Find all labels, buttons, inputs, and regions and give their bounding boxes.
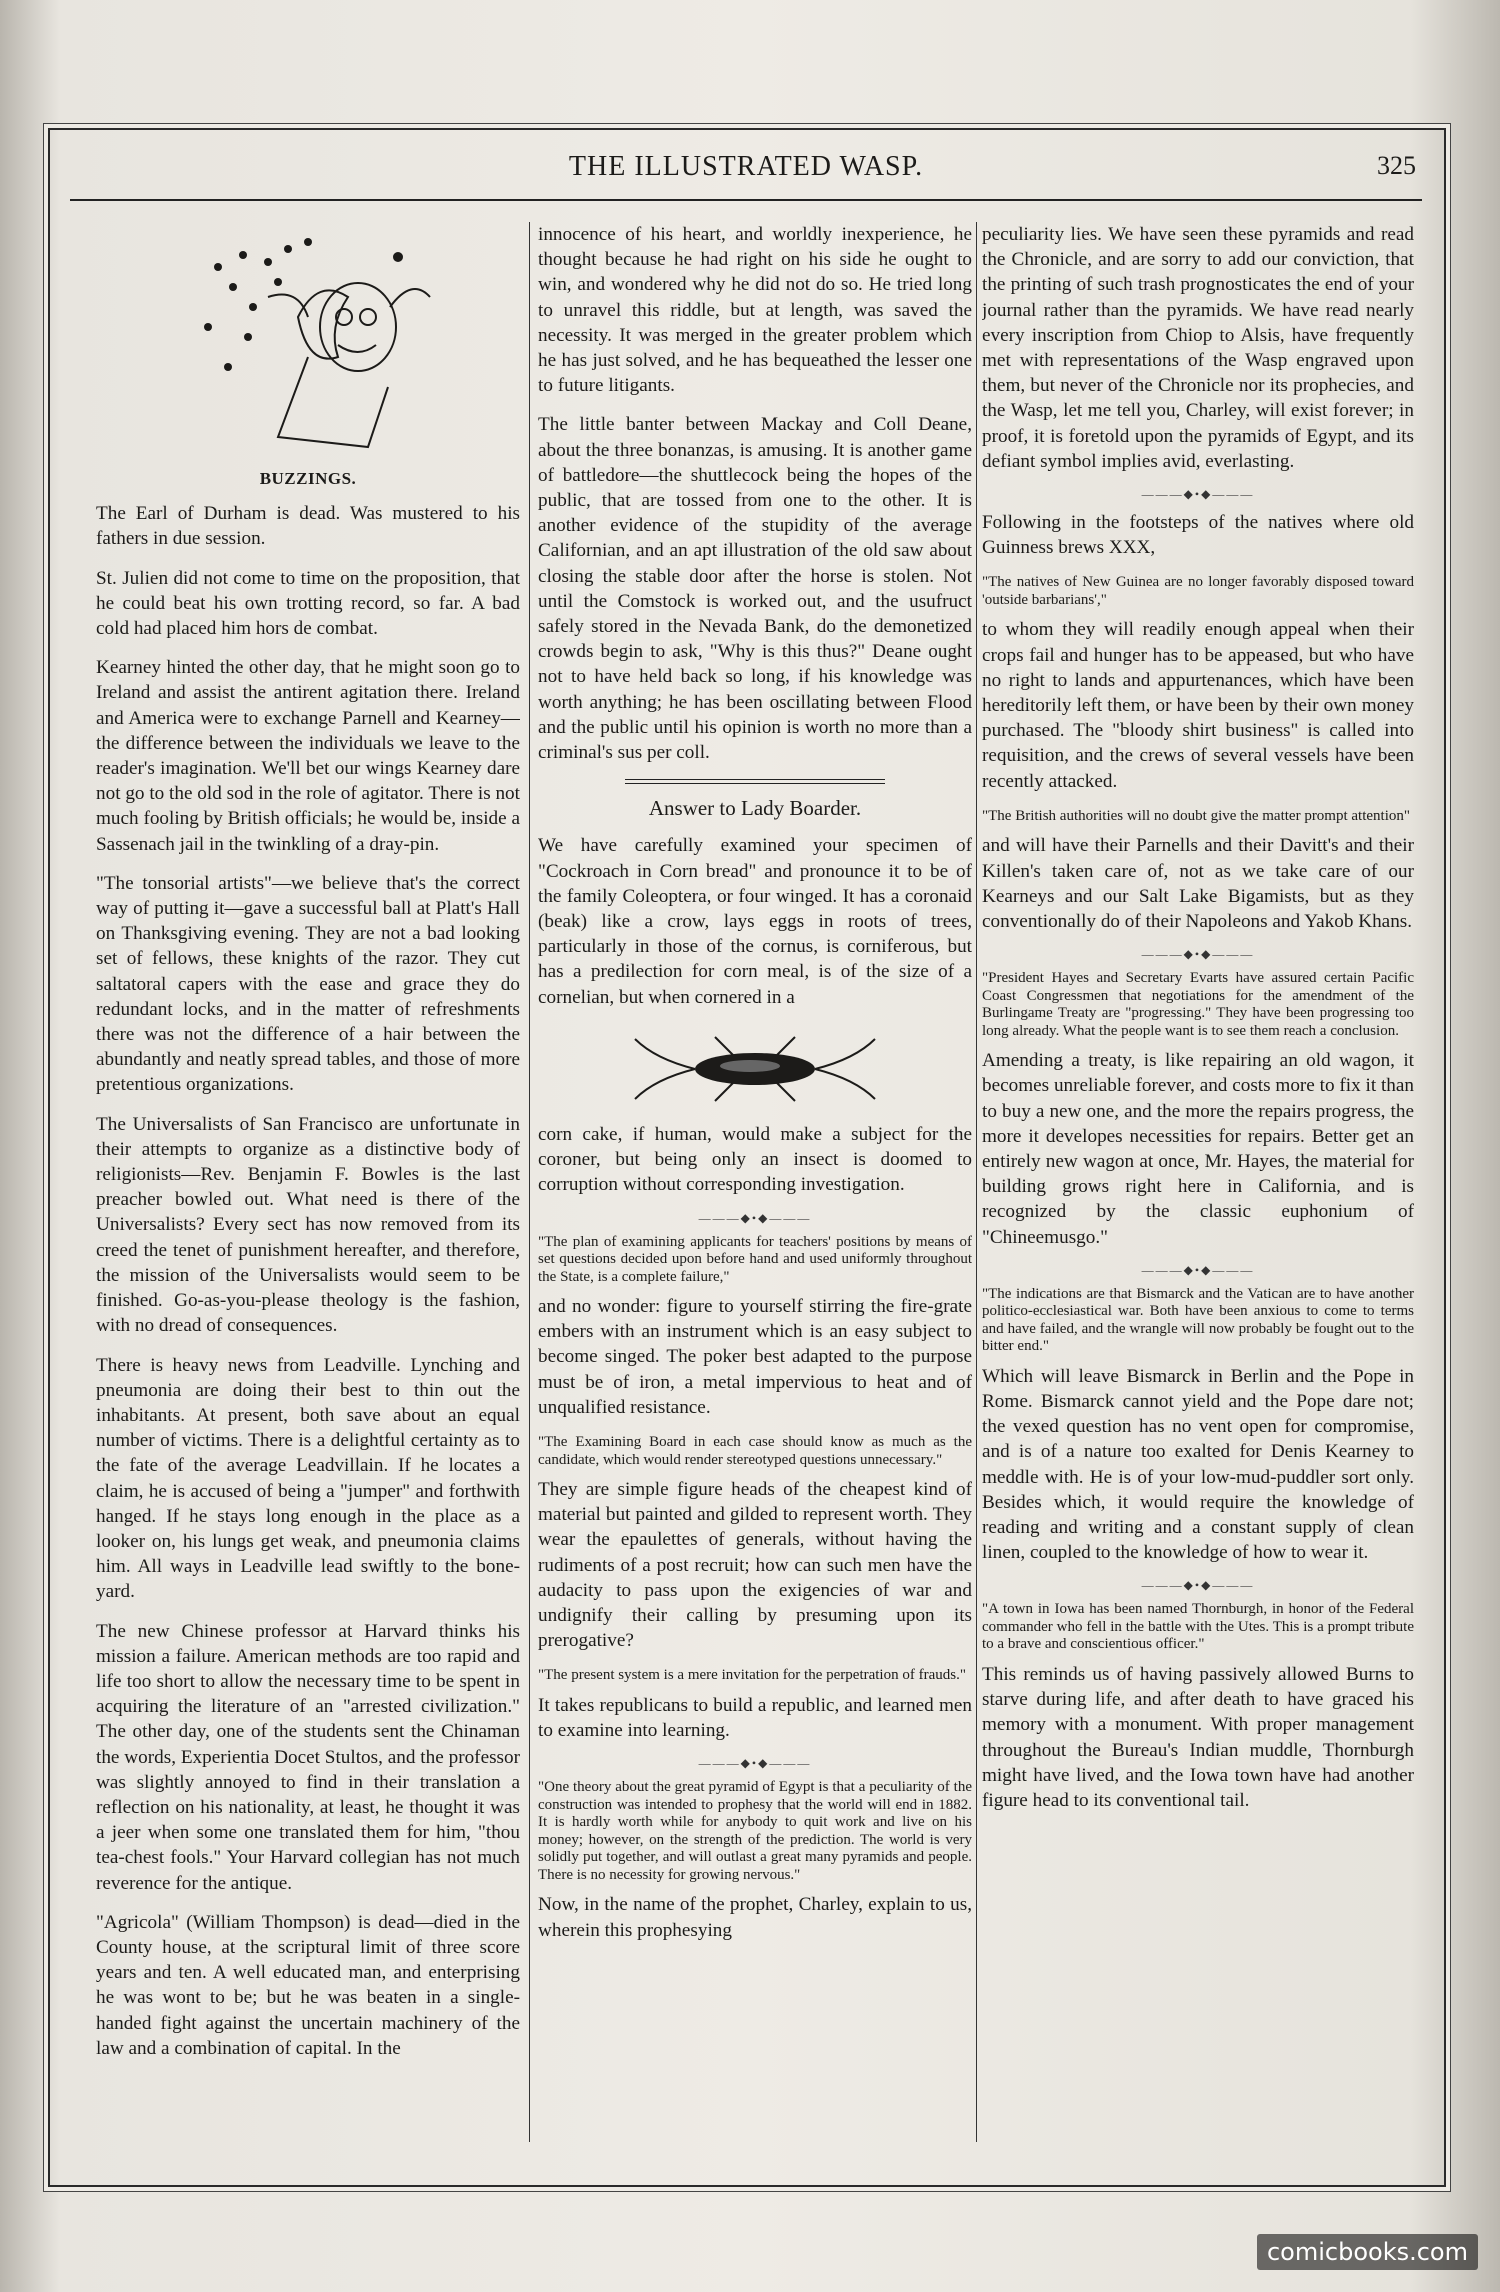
quotation: "The plan of examining applicants for teachers' positions by means of set questions decided upon before hand and used uniformly throughout the State, is a complete failure,"	[538, 1233, 972, 1285]
paragraph: They are simple figure heads of the cheapest kind of material but painted and gilded to represent worth. They wear the epaulettes of generals, without having the rudiments of a post recruit; how can such men have the audacity to pass upon the exigencies of war and undignify their calling by presuming upon its prerogative?	[538, 1479, 972, 1652]
paragraph: peculiarity lies. We have seen these pyramids and read the Chronicle, and are sorry to add our conviction, that the printing of such trash prognosticates the end of your journal rather than the pyramids. We have read nearly every inscription from Chiop to Alsis, have frequently met with representations of the Wasp engraved upon them, but never of the Chronicle nor its prophecies, and the Wasp, let me tell you, Charley, will exist forever; in proof, it is foretold upon the pyramids of Egypt, and its defiant symbol implies avid, everlasting.	[982, 224, 1414, 472]
paragraph: innocence of his heart, and worldly inexperience, he thought because he had right on his side he ought to win, and wondered why he did not do so. He tried long to unravel this riddle, but at length, was saved the necessity. It was merged in the greater problem which he has just solved, and he has bequeathed the lesser one to future litigants.	[538, 224, 972, 397]
column-2	[538, 222, 972, 2142]
ornamental-rule: ———◆•◆———	[1141, 487, 1255, 502]
paragraph: Amending a treaty, is like repairing an old wagon, it becomes unreliable forever, and costs more to fix it than to buy a new one, and the more the repairs progress, the more it developes necessities for repairs. Better get an entirely new wagon at once, Mr. Hayes, the material for building grows right here in California, and is recognized by the classic euphonium of "Chineemusgo."	[982, 1050, 1414, 1248]
paragraph: Kearney hinted the other day, that he might soon go to Ireland and assist the antirent agitation there. Ireland and America were to exchange Parnell and Kearney—the difference between the individuals we leave to the reader's imagination. We'll bet our wings Kearney dare not go to the old sod in the role of agitator. There is not much fooling by British officials; he would be, inside a Sassenach jail in the twinkling of a dray-pin.	[96, 657, 520, 855]
wasp-caricature-icon	[158, 227, 458, 457]
paragraph: corn cake, if human, would make a subject for the coroner, but being only an insect is doomed to corruption without corresponding investigation.	[538, 1123, 972, 1196]
quotation: "The indications are that Bismarck and the Vatican are to have another politico-ecclesiastical war. Both have been anxious to come to terms and have failed, and the wrangle will now probably be fought out to the bitter end."	[982, 1285, 1414, 1355]
answer-heading: Answer to Lady Boarder.	[648, 796, 862, 821]
buzzings-illustration	[96, 222, 520, 462]
paragraph: Following in the footsteps of the natives where old Guinness brews XXX,	[982, 512, 1414, 559]
paragraph: The new Chinese professor at Harvard thinks his mission a failure. American methods are too rapid and life too short to allow the necessary time to be spent in acquiring the literature of an "arrested civilization." The other day, one of the students sent the Chinaman the words, Experientia Docet Stultos, and the professor was slightly annoyed to find in their translation a reflection on his nationality, at least, he thought it was a jeer when some one translated them for him, "thou tea-chest fools." Your Harvard collegian has not much reverence for the antique.	[96, 1620, 520, 1894]
paragraph: to whom they will readily enough appeal when their crops fail and hunger has to be appeased, but who have no right to lands and appurtenances, which have been hereditorily left them, or have been by their own money purchased. The "bloody shirt business" is called into requisition, and the crews of several vessels have been recently attacked.	[982, 619, 1414, 792]
ornamental-rule: ———◆•◆———	[1141, 1262, 1255, 1277]
publication-title: THE ILLUSTRATED WASP.	[568, 151, 924, 182]
quotation: "The British authorities will no doubt give the matter prompt attention"	[982, 807, 1411, 824]
site-watermark: comicbooks.com	[1257, 2234, 1478, 2270]
quotation: "The present system is a mere invitation for the perpetration of frauds."	[538, 1667, 966, 1684]
quotation: "The Examining Board in each case should know as much as the candidate, which would render stereotyped questions unnecessary."	[538, 1434, 972, 1468]
ornamental-rule: ———◆•◆———	[698, 1210, 812, 1225]
column-1	[96, 222, 520, 2142]
paragraph: "Agricola" (William Thompson) is dead—died in the County house, at the scriptural limit of three score years and ten. A well educated man, and enterprising he was wont to be; but he was beaten in a single-handed fight against the uncertain machinery of the law and a combination of capital. In the	[96, 1911, 520, 2059]
beetle-illustration	[538, 1024, 972, 1114]
quotation: "The natives of New Guinea are no longer favorably disposed toward 'outside barbarians',"	[982, 574, 1414, 608]
paragraph: and no wonder: figure to yourself stirring the fire-grate embers with an instrument which is an easy subject to become singed. The poker best adapted to the purpose must be of iron, a metal impervious to heat and of unqualified resistance.	[538, 1296, 972, 1418]
paragraph: There is heavy news from Leadville. Lynching and pneumonia are doing their best to thin out the inhabitants. At present, both save about an equal number of victims. There is a delightful certainty as to the fate of the average Leadvillain. If he locates a claim, he is accused of being a "jumper" and forthwith hanged. If he stays long enough in the place as a looker on, his lungs get weak, and pneumonia claims him. All ways in Leadville lead swiftly to the bone-yard.	[96, 1354, 520, 1603]
ornamental-rule: ———◆•◆———	[1141, 1578, 1255, 1593]
quotation: "President Hayes and Secretary Evarts have assured certain Pacific Coast Congressmen that negotiations for the amendment of the Burlingame Treaty are "progressing." They have been progressing too long already. What the people want is to see them reach a conclusion.	[982, 970, 1414, 1039]
page-header	[70, 145, 1422, 189]
paragraph: The Universalists of San Francisco are unfortunate in their attempts to organize as a distinctive body of religionists—Rev. Benjamin F. Bowles is the last preacher bowled out. What need is there of the Universalists? Every sect has now removed from its creed the tenet of punishment hereafter, and therefore, the mission of the Universalists would seem to be finished. Go-as-you-please theology is the fashion, with no dread of consequences.	[96, 1113, 520, 1337]
paragraph: St. Julien did not come to time on the proposition, that he could beat his own trotting record, so far. A bad cold had placed him hors de combat.	[96, 567, 520, 640]
paragraph: The Earl of Durham is dead. Was mustered to his fathers in due session.	[96, 503, 520, 550]
section-divider	[625, 779, 885, 784]
column-3	[982, 222, 1414, 2142]
paragraph: "The tonsorial artists"—we believe that's the correct way of putting it—gave a successful ball at Platt's Hall on Thanksgiving evening. They are not a bad looking set of fellows, these knights of the razor. They cut saltatoral capers with the ease and grace they do redundant locks, and in the matter of refreshments there was not the difference of a hair between the abundantly and neatly spread tables, and those of more pretentious organizations.	[96, 872, 520, 1096]
paragraph: The little banter between Mackay and Coll Deane, about the three bonanzas, is amusing. It is another game of battledore—the shuttlecock being the hopes of the public, that are tossed from one to the other. It is another evidence of the stupidity of the average Californian, and an apt illustration of the old saw about closing the stable door after the horse is stolen. Not until the Comstock is worked out, and the usufruct safely stored in the Nevada Bank, do the demonetized crowds begin to ask, "Why is this thus?" Deane ought not to have held back so long, if his knowledge was worth anything; he has been oscillating between Flood and the public until his opinion is worth no more than a criminal's sus per coll.	[538, 414, 972, 764]
quotation: "One theory about the great pyramid of Egypt is that a peculiarity of the construction was intended to prophesy that the world will end in 1882. It is hardly worth while for anybody to quit work and live on his money; however, on the strength of the prediction. The world is very solidly put together, and will outlast a great many pyramids and people. There is no necessity for growing nervous."	[538, 1779, 972, 1883]
header-rule	[70, 199, 1422, 201]
beetle-icon	[625, 1029, 885, 1109]
page-number: 325	[1377, 151, 1416, 180]
paragraph: Which will leave Bismarck in Berlin and the Pope in Rome. Bismarck cannot yield and the Pope dare not; the vexed question has no vent open for compromise, and is of a nature too exalted for Denis Kearney to meddle with. He is of your low-mud-puddler sort only. Besides which, it would require the knowledge of reading and writing and a constant supply of clean linen, coupled to the knowledge of how to wear it.	[982, 1365, 1414, 1564]
ornamental-rule: ———◆•◆———	[698, 1756, 812, 1771]
buzzings-heading: BUZZINGS.	[259, 469, 357, 488]
quotation: "A town in Iowa has been named Thornburgh, in honor of the Federal commander who fell in the battle with the Utes. This is a prompt tribute to a brave and conscientious officer."	[982, 1601, 1414, 1653]
ornamental-rule: ———◆•◆———	[1141, 947, 1255, 962]
paragraph: Now, in the name of the prophet, Charley, explain to us, wherein this prophesying	[538, 1894, 972, 1941]
paragraph: It takes republicans to build a republic, and learned men to examine into learning.	[538, 1694, 972, 1742]
paragraph: and will have their Parnells and their Davitt's and their Killen's taken care of, not as we take care of our Kearneys and our Salt Lake Bigamists, but as they conventionally do of their Napoleons and Yakob Khans.	[982, 835, 1414, 932]
paragraph: We have carefully examined your specimen of "Cockroach in Corn bread" and pronounce it to be of the family Coleoptera, or four winged. It has a coronaid (beak) like a crow, lays eggs in roots of trees, particularly in those of the cornus, is corniferous, but has a predilection for corn meal, is of the size of a cornelian, but when cornered in a	[538, 835, 972, 1008]
column-rule-left	[529, 222, 530, 2142]
column-rule-right	[976, 222, 977, 2142]
paragraph: This reminds us of having passively allowed Burns to starve during life, and after death to have graced his memory with a monument. With proper management throughout the Bureau's Indian muddle, Thornburgh might have lived, and the Iowa town have had another figure head to its conventional tail.	[982, 1663, 1414, 1811]
